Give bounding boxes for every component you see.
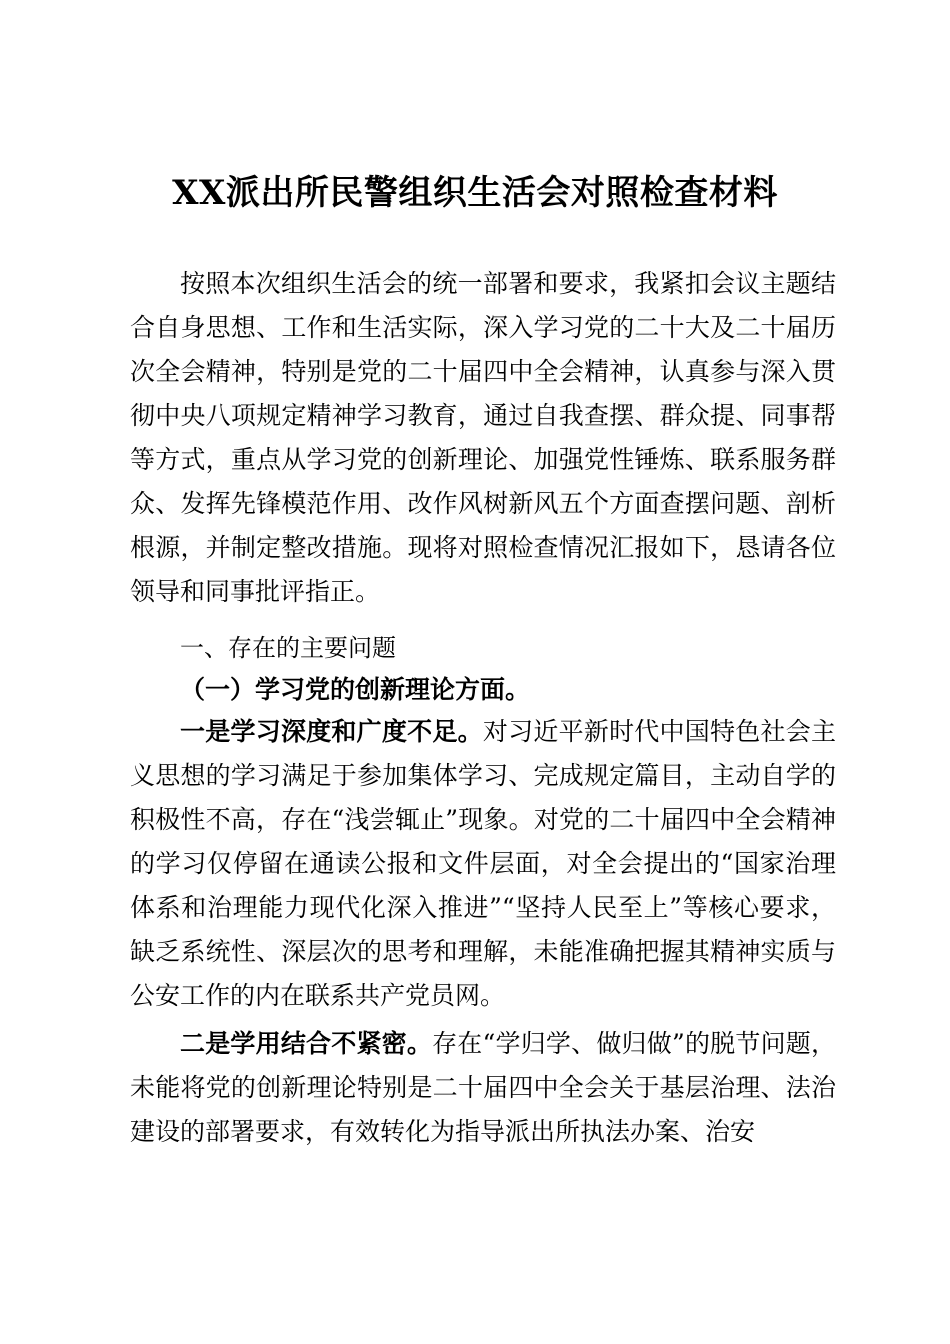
item-1-paragraph [130,710,836,1018]
intro-text: 按照本次组织生活会的统一部署和要求，我紧扣会议主题结合自身思想、工作和生活实际，深入学习党的二十大及二十届历次全会精神，特别是党的二十届四中全会精神，认真参与深入贯彻中央八项规定精神学习教育，通过自我查摆、群众提、同事帮等方式，重点从学习党的创新理论、加强党性锤炼、联系服务群众、发挥先锋模范作用、改作风树新风五个方面查摆问题、剖析根源，并制定整改措施。现将对照检查情况汇报如下，恳请各位领导和同事批评指正。 [130,269,836,606]
intro-paragraph [130,262,836,614]
item-2-text-block [130,1022,836,1154]
subsection-1-heading: （一）学习党的创新理论方面。 [180,675,531,704]
section-heading [130,626,836,670]
subsection-heading [130,668,836,712]
section-1-heading: 一、存在的主要问题 [180,634,396,662]
item-1-text-block [130,710,836,1018]
item-1-lead: 一是学习深度和广度不足。 [180,717,483,746]
document-title: XX派出所民警组织生活会对照检查材料 [172,173,778,213]
item-2-text: 存在“学归学、做归做”的脱节问题，未能将党的创新理论特别是二十届四中全会关于基层治理、法治建设的部署要求，有效转化为指导派出所执法办案、治安 [130,1029,836,1146]
item-2-paragraph [130,1022,836,1154]
item-1-text: 对习近平新时代中国特色社会主义思想的学习满足于参加集体学习、完成规定篇目，主动自学的积极性不高，存在“浅尝辄止”现象。对党的二十届四中全会精神的学习仅停留在通读公报和文件层面，对全会提出的“国家治理体系和治理能力现代化深入推进”“坚持人民至上”等核心要求，缺乏系统性、深层次的思考和理解，未能准确把握其精神实质与公安工作的内在联系共产党员网。 [130,717,836,1010]
item-2-lead: 二是学用结合不紧密。 [180,1029,433,1058]
